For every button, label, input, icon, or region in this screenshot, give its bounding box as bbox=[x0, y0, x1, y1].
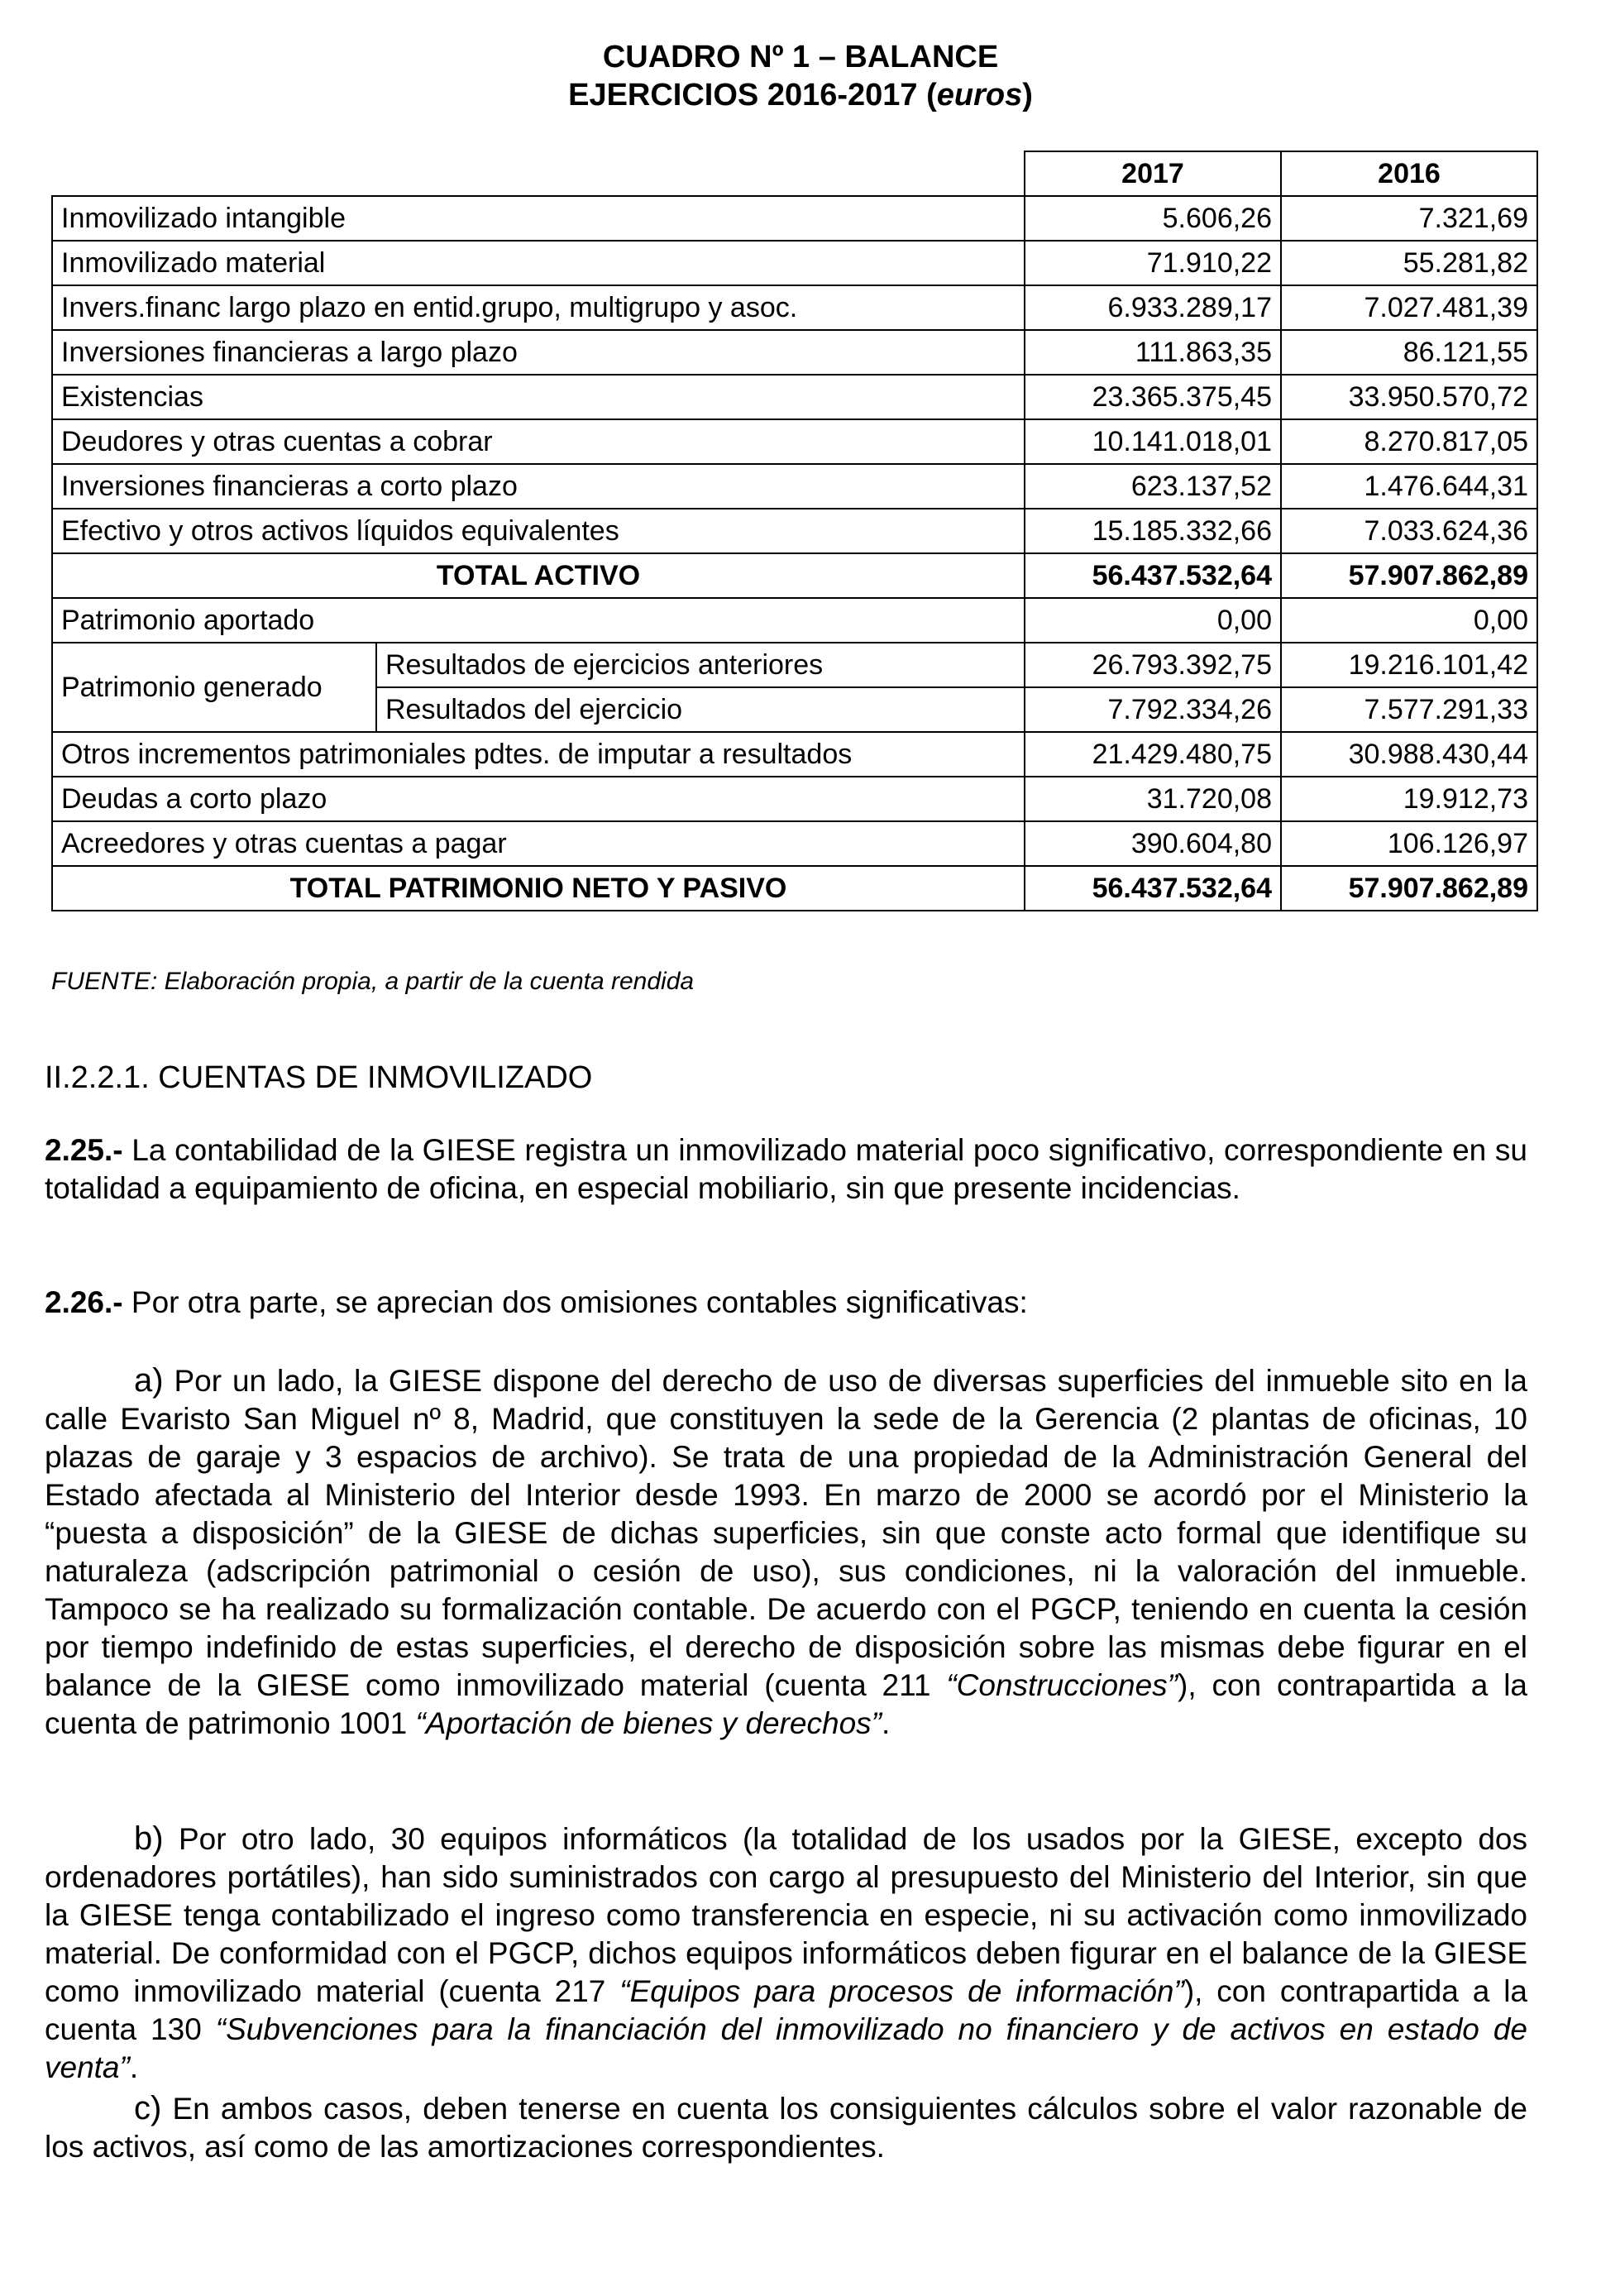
table-row bbox=[52, 196, 1537, 241]
row-label: Otros incrementos patrimoniales pdtes. de imputar a resultados bbox=[52, 732, 1025, 777]
balance-table bbox=[51, 151, 1538, 911]
value-2016: 55.281,82 bbox=[1281, 241, 1537, 285]
paragraph-number: 2.26.- bbox=[45, 1285, 123, 1319]
value-2016: 106.126,97 bbox=[1281, 821, 1537, 866]
table-title: CUADRO Nº 1 – BALANCE bbox=[602, 40, 999, 74]
value-2017: 10.141.018,01 bbox=[1025, 419, 1281, 464]
table-row bbox=[52, 375, 1537, 419]
patrimonio-generado-label: Patrimonio generado bbox=[52, 643, 376, 732]
column-header-2017: 2017 bbox=[1025, 151, 1281, 196]
value-2017: 623.137,52 bbox=[1025, 464, 1281, 509]
row-sublabel: Resultados de ejercicios anteriores bbox=[376, 643, 1025, 687]
table-row bbox=[52, 598, 1537, 643]
row-label: Inversiones financieras a corto plazo bbox=[52, 464, 1025, 509]
row-label: Deudas a corto plazo bbox=[52, 777, 1025, 821]
header-blank-cell bbox=[52, 151, 1025, 196]
paragraph-b: b) Por otro lado, 30 equipos informáticos (la totalidad de los usados por la GIESE, excepto dos ordenadores portátiles), han sido suministrados con cargo al presupuesto del Ministerio del Interior, sin que la GIESE tenga contabilizado el ingreso como transferencia en especie, ni su activación como inmovilizado material. De conformidad con el PGCP, dichos equipos informáticos deben figurar en el balance de la GIESE como inmovilizado material (cuenta 217 “Equipos para procesos de información”), con contrapartida a la cuenta 130 “Subvenciones para la financiación del inmovilizado no financiero y de activos en estado de venta”. bbox=[45, 1820, 1528, 2084]
total-pasivo-2016: 57.907.862,89 bbox=[1281, 866, 1537, 911]
value-2016: 7.033.624,36 bbox=[1281, 509, 1537, 553]
item-label: c) bbox=[134, 2090, 162, 2126]
item-label: b) bbox=[134, 1820, 164, 1857]
table-subtitle: EJERCICIOS 2016-2017 (euros) bbox=[568, 78, 1033, 112]
table-row bbox=[52, 821, 1537, 866]
value-2016: 33.950.570,72 bbox=[1281, 375, 1537, 419]
row-sublabel: Resultados del ejercicio bbox=[376, 687, 1025, 732]
column-header-2016: 2016 bbox=[1281, 151, 1537, 196]
row-label: Deudores y otras cuentas a cobrar bbox=[52, 419, 1025, 464]
value-2017: 5.606,26 bbox=[1025, 196, 1281, 241]
value-2016: 0,00 bbox=[1281, 598, 1537, 643]
value-2017: 6.933.289,17 bbox=[1025, 285, 1281, 330]
table-source-note: FUENTE: Elaboración propia, a partir de la cuenta rendida bbox=[51, 968, 695, 995]
row-label: Inmovilizado intangible bbox=[52, 196, 1025, 241]
total-pasivo-row bbox=[52, 866, 1537, 911]
value-2016: 7.321,69 bbox=[1281, 196, 1537, 241]
table-row bbox=[52, 732, 1537, 777]
total-activo-row bbox=[52, 553, 1537, 598]
paragraph-2-26: 2.26.- Por otra parte, se aprecian dos omisiones contables significativas: bbox=[45, 1285, 1028, 1319]
table-row bbox=[52, 285, 1537, 330]
value-2017: 23.365.375,45 bbox=[1025, 375, 1281, 419]
value-2017: 21.429.480,75 bbox=[1025, 732, 1281, 777]
value-2016: 86.121,55 bbox=[1281, 330, 1537, 375]
item-label: a) bbox=[134, 1362, 164, 1399]
total-activo-2016: 57.907.862,89 bbox=[1281, 553, 1537, 598]
value-2016: 7.577.291,33 bbox=[1281, 687, 1537, 732]
row-label: Acreedores y otras cuentas a pagar bbox=[52, 821, 1025, 866]
row-label: Patrimonio aportado bbox=[52, 598, 1025, 643]
table-row bbox=[52, 509, 1537, 553]
header-row bbox=[52, 151, 1537, 196]
value-2016: 7.027.481,39 bbox=[1281, 285, 1537, 330]
value-2017: 15.185.332,66 bbox=[1025, 509, 1281, 553]
value-2016: 30.988.430,44 bbox=[1281, 732, 1537, 777]
value-2016: 19.216.101,42 bbox=[1281, 643, 1537, 687]
value-2016: 8.270.817,05 bbox=[1281, 419, 1537, 464]
paragraph-number: 2.25.- bbox=[45, 1133, 123, 1167]
value-2016: 1.476.644,31 bbox=[1281, 464, 1537, 509]
table-row bbox=[52, 464, 1537, 509]
row-label: Inversiones financieras a largo plazo bbox=[52, 330, 1025, 375]
paragraph-c: c) En ambos casos, deben tenerse en cuenta los consiguientes cálculos sobre el valor razonable de los activos, así como de las amortizaciones correspondientes. bbox=[45, 2090, 1527, 2164]
row-label: Invers.financ largo plazo en entid.grupo, multigrupo y asoc. bbox=[52, 285, 1025, 330]
value-2017: 7.792.334,26 bbox=[1025, 687, 1281, 732]
value-2017: 390.604,80 bbox=[1025, 821, 1281, 866]
section-heading: II.2.2.1. CUENTAS DE INMOVILIZADO bbox=[45, 1060, 593, 1095]
total-activo-label: TOTAL ACTIVO bbox=[52, 553, 1025, 598]
table-row bbox=[52, 241, 1537, 285]
paragraph-a: a) Por un lado, la GIESE dispone del derecho de uso de diversas superficies del inmueble sito en la calle Evaristo San Miguel nº 8, Madrid, que constituyen la sede de la Gerencia (2 plantas de oficinas, 10 plazas de garaje y 3 espacios de archivo). Se trata de una propiedad de la Administración General del Estado afectada al Ministerio del Interior desde 1993. En marzo de 2000 se acordó por el Ministerio la “puesta a disposición” de la GIESE de dichas superficies, sin que conste acto formal que identifique su naturaleza (adscripción patrimonial o cesión de uso), sus condiciones, ni la valoración del inmueble. Tampoco se ha realizado su formalización contable. De acuerdo con el PGCP, teniendo en cuenta la cesión por tiempo indefinido de estas superficies, el derecho de disposición sobre las mismas debe figurar en el balance de la GIESE como inmovilizado material (cuenta 211 “Construcciones”), con contrapartida a la cuenta de patrimonio 1001 “Aportación de bienes y derechos”. bbox=[45, 1362, 1527, 1740]
row-label: Efectivo y otros activos líquidos equivalentes bbox=[52, 509, 1025, 553]
total-pasivo-label: TOTAL PATRIMONIO NETO Y PASIVO bbox=[52, 866, 1025, 911]
table-row bbox=[52, 330, 1537, 375]
total-activo-2017: 56.437.532,64 bbox=[1025, 553, 1281, 598]
row-label: Inmovilizado material bbox=[52, 241, 1025, 285]
value-2017: 0,00 bbox=[1025, 598, 1281, 643]
value-2016: 19.912,73 bbox=[1281, 777, 1537, 821]
value-2017: 71.910,22 bbox=[1025, 241, 1281, 285]
row-label: Existencias bbox=[52, 375, 1025, 419]
table-row bbox=[52, 419, 1537, 464]
value-2017: 111.863,35 bbox=[1025, 330, 1281, 375]
value-2017: 31.720,08 bbox=[1025, 777, 1281, 821]
total-pasivo-2017: 56.437.532,64 bbox=[1025, 866, 1281, 911]
table-row bbox=[52, 643, 1537, 687]
table-row bbox=[52, 777, 1537, 821]
value-2017: 26.793.392,75 bbox=[1025, 643, 1281, 687]
paragraph-2-25: 2.25.- La contabilidad de la GIESE registra un inmovilizado material poco significativo, correspondiente en su totalidad a equipamiento de oficina, en especial mobiliario, sin que presente incidencias. bbox=[45, 1133, 1527, 1205]
